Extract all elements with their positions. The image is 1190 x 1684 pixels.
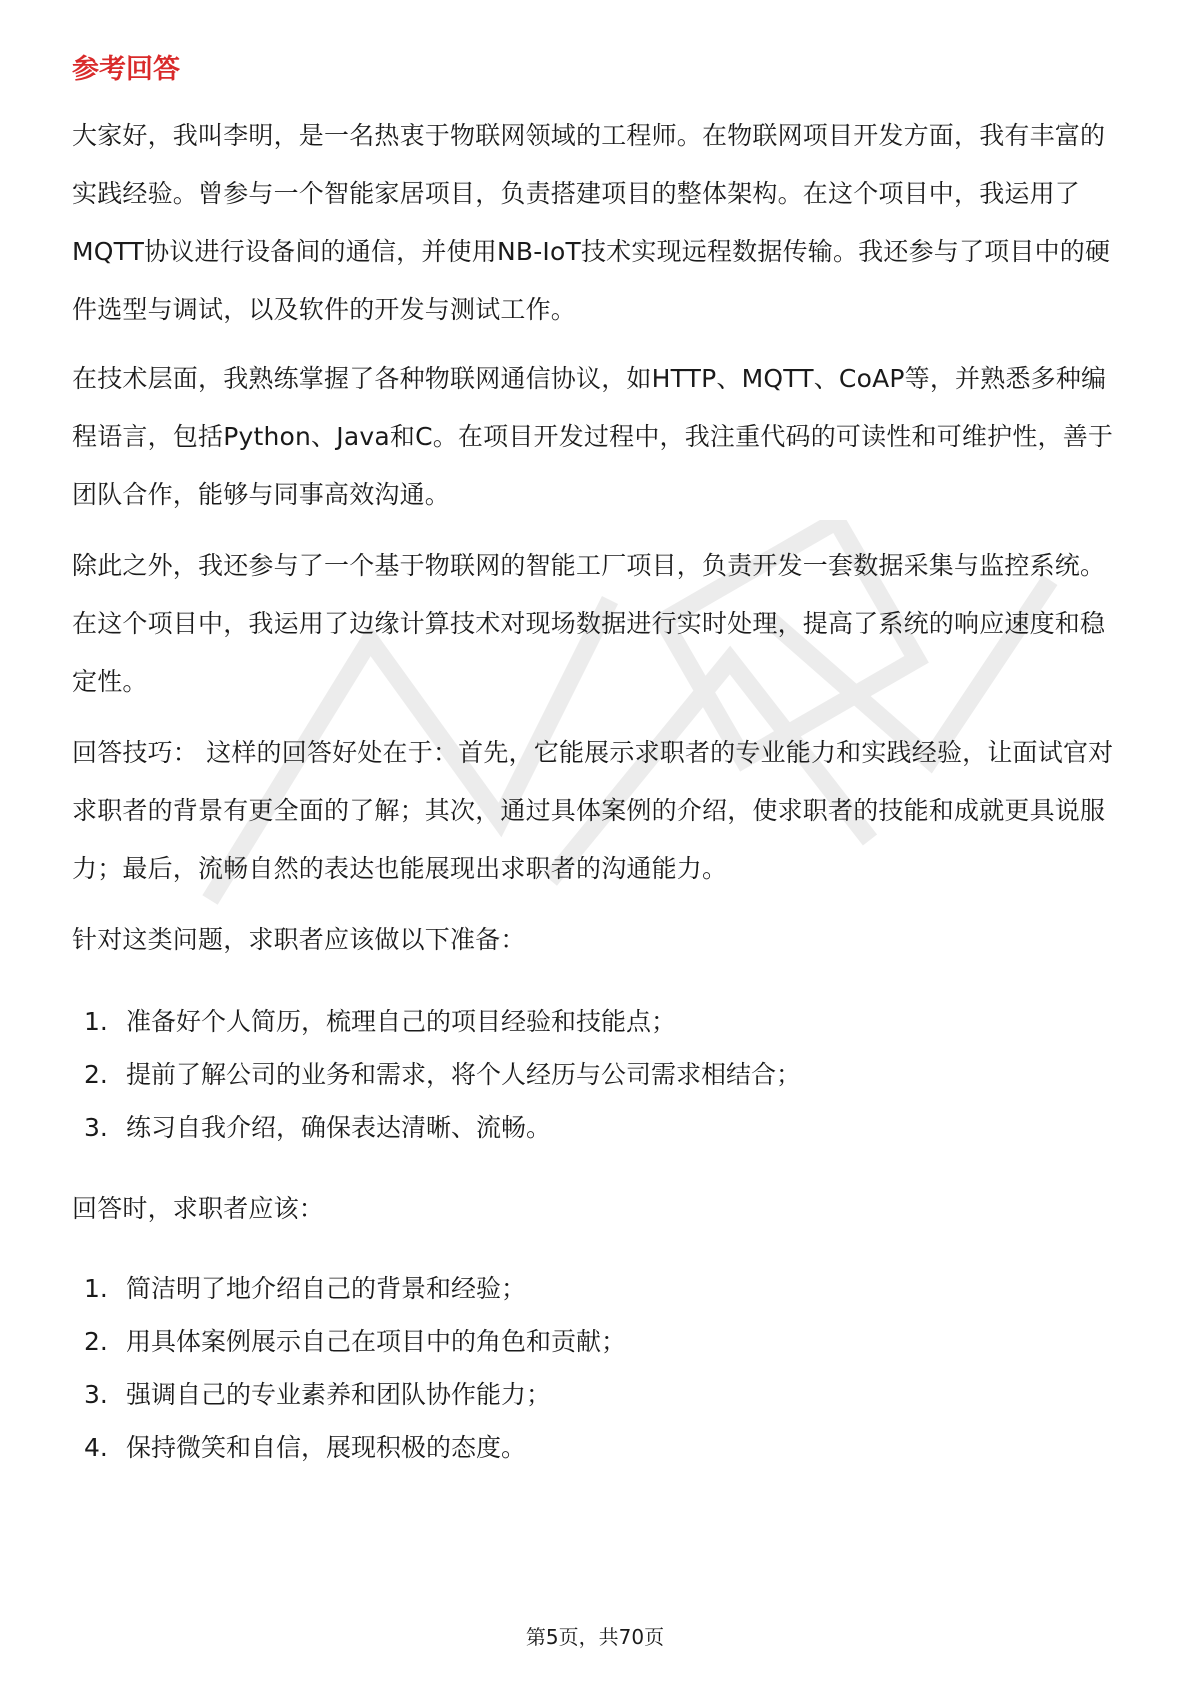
list-item [84,1375,1114,1415]
list-text: 简洁明了地介绍自己的背景和经验； [126,1274,527,1303]
list-item [84,1428,1114,1468]
list-item [84,1269,1114,1309]
list-item [84,1322,1114,1362]
project-paragraph: 除此之外，我还参与了一个基于物联网的智能工厂项目，负责开发一套数据采集与监控系统。在这个项目中，我运用了边缘计算技术对现场数据进行实时处理，提高了系统的响应速度和稳定性。 [72,551,1106,696]
list-number: 1. [84,1007,108,1036]
section-heading: 参考回答 [72,54,180,85]
list-number: 2. [84,1327,108,1356]
list-item [84,1055,1114,1095]
list-text: 准备好个人简历，梳理自己的项目经验和技能点； [126,1007,677,1036]
skills-paragraph: 在技术层面，我熟练掌握了各种物联网通信协议，如HTTP、MQTT、CoAP等，并熟悉多种编程语言，包括Python、Java和C。在项目开发过程中，我注重代码的可读性和可维护性，善于团队合作，能够与同事高效沟通。 [72,364,1114,509]
answer-intro-paragraph: 回答时，求职者应该： [72,1194,325,1223]
list-text: 强调自己的专业素养和团队协作能力； [126,1380,552,1409]
tips-paragraph: 回答技巧： 这样的回答好处在于：首先，它能展示求职者的专业能力和实践经验，让面试官对求职者的背景有更全面的了解；其次，通过具体案例的介绍，使求职者的技能和成就更具说服力；最后，流畅自然的表达也能展现出求职者的沟通能力。 [72,738,1114,883]
list-number: 2. [84,1060,108,1089]
list-text: 用具体案例展示自己在项目中的角色和贡献； [126,1327,627,1356]
list-text: 练习自我介绍，确保表达清晰、流畅。 [126,1113,552,1142]
list-number: 3. [84,1113,108,1142]
intro-paragraph: 大家好，我叫李明，是一名热衷于物联网领域的工程师。在物联网项目开发方面，我有丰富的实践经验。曾参与一个智能家居项目，负责搭建项目的整体架构。在这个项目中，我运用了MQTT协议进行设备间的通信，并使用NB-IoT技术实现远程数据传输。我还参与了项目中的硬件选型与调试，以及软件的开发与测试工作。 [72,121,1111,324]
prep-intro-paragraph: 针对这类问题，求职者应该做以下准备： [72,925,526,954]
list-text: 保持微笑和自信，展现积极的态度。 [126,1433,527,1462]
list-text: 提前了解公司的业务和需求，将个人经历与公司需求相结合； [126,1060,802,1089]
list-number: 1. [84,1274,108,1303]
list-number: 4. [84,1433,108,1462]
list-item [84,1108,1114,1148]
list-number: 3. [84,1380,108,1409]
page-footer: 第5页，共70页 [525,1625,665,1649]
list-item [84,1002,1114,1042]
